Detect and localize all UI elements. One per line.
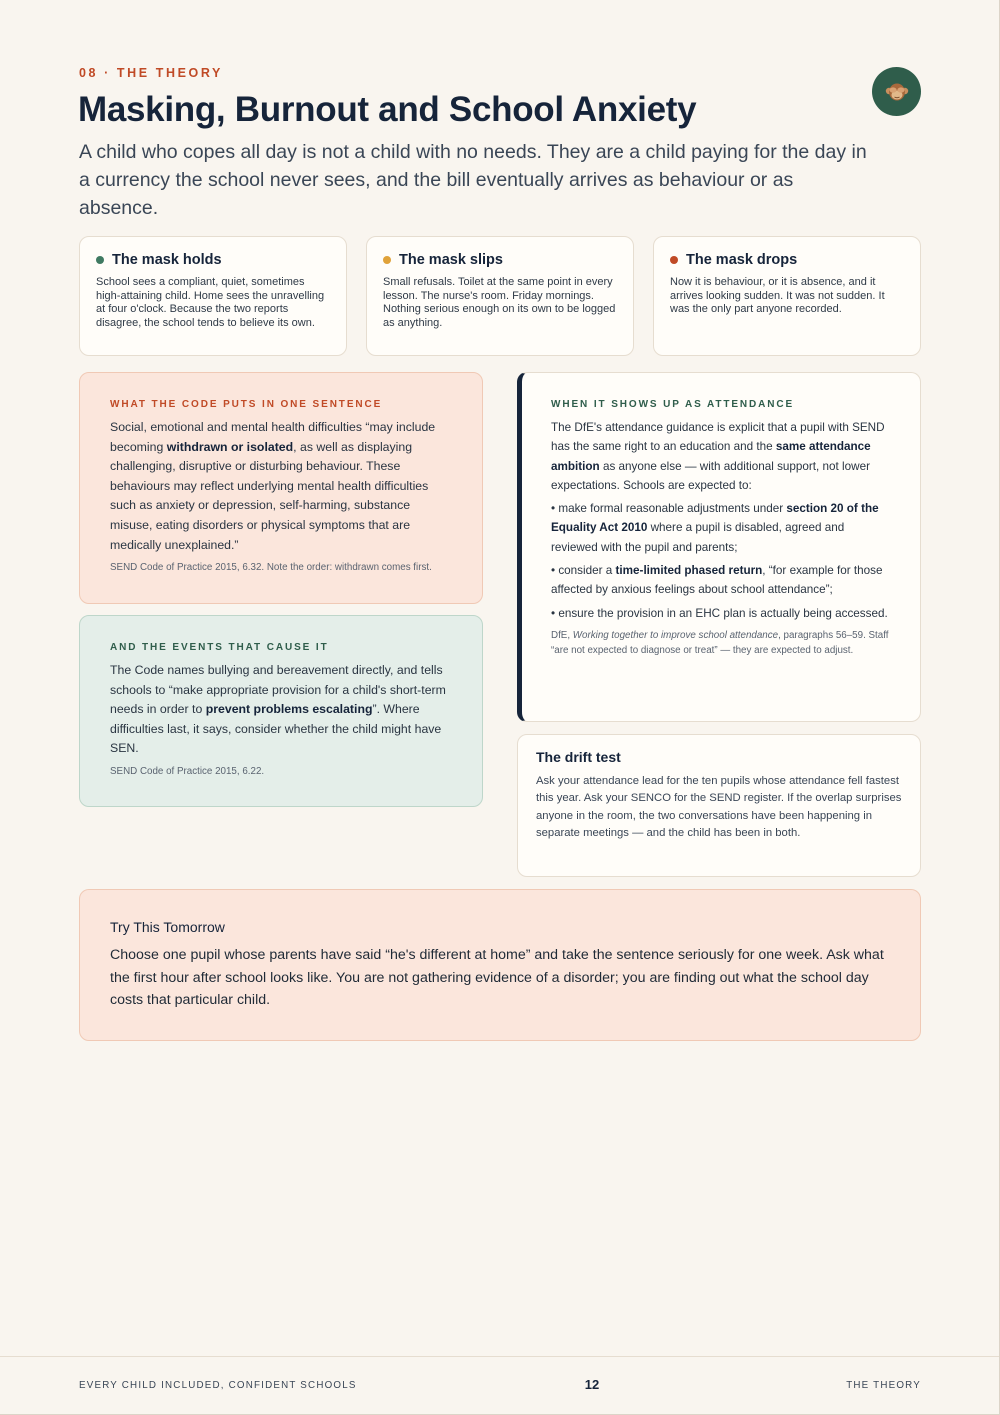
drift-text: Ask your attendance lead for the ten pupils whose attendance fell fastest this year. Ask your SENCO for the SEND register. If the overlap surprises anyone in the room, the two conversations have been happening in separate meetings — and the child has been in both. xyxy=(536,775,902,839)
box-label: WHAT THE CODE PUTS IN ONE SENTENCE xyxy=(110,399,383,410)
events-text-part: The Code names bullying and bereavement directly, and tells schools to “make appropriate provision for a child's short-term needs in order to xyxy=(110,663,446,717)
citation xyxy=(551,628,892,658)
events-text-part: ”. Where difficulties last, it says, consider whether the child might have SEN. xyxy=(110,702,442,756)
red-dot-icon xyxy=(670,256,678,264)
cite-title: Working together to improve school attendance xyxy=(572,629,779,641)
citation: SEND Code of Practice 2015, 6.22. xyxy=(110,765,265,777)
page-title: Masking, Burnout and School Anxiety xyxy=(78,90,697,129)
attendance-item-phased-return xyxy=(551,561,892,600)
box-label: WHEN IT SHOWS UP AS ATTENDANCE xyxy=(551,399,795,410)
quote-text: , as well as displaying challenging, disruptive or disturbing behaviour. These behaviours may reflect underlying mental health difficulties such as anxiety or depression, self-harming, substance misuse, eating disorders or physical symptoms that are medically unexplained.” xyxy=(110,439,429,552)
intro-text: as anyone else — with additional support, not lower expectations. Schools are expected to: xyxy=(551,459,870,492)
item-emphasis: time-limited phased return xyxy=(615,564,763,578)
item-emphasis: section 20 of the Equality Act 2010 xyxy=(551,502,879,535)
cite-text: , paragraphs 56–59. Staff “are not expected to diagnose or treat” — they are expected to adjust. xyxy=(551,629,889,656)
stage-title: The mask holds xyxy=(112,252,222,268)
try-title: Try This Tomorrow xyxy=(110,919,225,935)
events-emphasis: prevent problems escalating xyxy=(205,702,373,717)
section-separator: · xyxy=(104,66,111,80)
try-this-tomorrow-box xyxy=(79,889,921,1041)
box-label: AND THE EVENTS THAT CAUSE IT xyxy=(110,642,329,653)
attendance-item-adjustments xyxy=(551,499,892,557)
lede-paragraph: A child who copes all day is not a child with no needs. They are a child paying for the day in a currency the school never sees, and the bill eventually arrives as behaviour or as absence. xyxy=(79,141,867,219)
stage-heading xyxy=(670,252,904,268)
code-quote xyxy=(110,418,454,555)
amber-dot-icon xyxy=(383,256,391,264)
stage-title: The mask drops xyxy=(686,252,798,268)
events-text xyxy=(110,661,454,759)
stage-heading xyxy=(383,252,617,268)
stage-heading xyxy=(96,252,330,268)
section-eyebrow xyxy=(79,66,223,80)
stage-card-mask-holds xyxy=(79,236,347,356)
item-text: • consider a xyxy=(551,564,616,578)
stage-text: Now it is behaviour, or it is absence, and it arrives looking sudden. It was not sudden. It was the only part anyone recorded. xyxy=(670,276,885,315)
stage-title: The mask slips xyxy=(399,252,503,268)
stage-card-mask-slips xyxy=(366,236,634,356)
footer-publication-title: EVERY CHILD INCLUDED, CONFIDENT SCHOOLS xyxy=(79,1380,357,1391)
green-dot-icon xyxy=(96,256,104,264)
intro-text: The DfE's attendance guidance is explicit that a pupil with SEND has the same right to an education and the xyxy=(551,421,885,454)
events-box xyxy=(79,615,483,807)
section-label: THE THEORY xyxy=(116,66,223,80)
stage-text: Small refusals. Toilet at the same point in every lesson. The nurse's room. Friday mornings. Nothing serious enough on its own to be logged as anything. xyxy=(383,276,616,329)
intro-emphasis: same attendance ambition xyxy=(551,440,871,473)
quote-text: Social, emotional and mental health difficulties “may include becoming xyxy=(110,420,436,454)
footer-divider xyxy=(0,1356,1000,1357)
monkey-covering-eyes-icon xyxy=(872,67,921,116)
stage-text: School sees a compliant, quiet, sometimes high-attaining child. Home sees the unravelling at four o'clock. Because the two reports disagree, the school tends to believe its own. xyxy=(96,276,325,329)
attendance-item-ehc-plan: • ensure the provision in an EHC plan is actually being accessed. xyxy=(551,606,888,620)
attendance-intro xyxy=(551,418,892,495)
drift-test-box xyxy=(517,734,921,877)
quote-emphasis: withdrawn or isolated xyxy=(166,439,294,454)
cite-text: DfE, xyxy=(551,629,573,641)
citation: SEND Code of Practice 2015, 6.32. Note the order: withdrawn comes first. xyxy=(110,562,432,574)
stage-card-mask-drops xyxy=(653,236,921,356)
page-number: 12 xyxy=(584,1377,600,1392)
try-text: Choose one pupil whose parents have said “he's different at home” and take the sentence seriously for one week. Ask what the first hour after school looks like. You are not gathering evidence of a disorder; you are finding out what the school day costs that particular child. xyxy=(110,947,884,1008)
code-sentence-box xyxy=(79,372,483,604)
item-text: where a pupil is disabled, agreed and reviewed with the pupil and parents; xyxy=(551,521,845,554)
item-text: , “for example for those affected by anxious feelings about school attendance”; xyxy=(551,564,883,597)
item-text: • make formal reasonable adjustments under xyxy=(551,502,787,516)
footer-section-name: THE THEORY xyxy=(846,1380,921,1391)
drift-title: The drift test xyxy=(536,749,621,765)
attendance-box xyxy=(517,372,921,722)
section-number: 08 xyxy=(79,66,99,80)
